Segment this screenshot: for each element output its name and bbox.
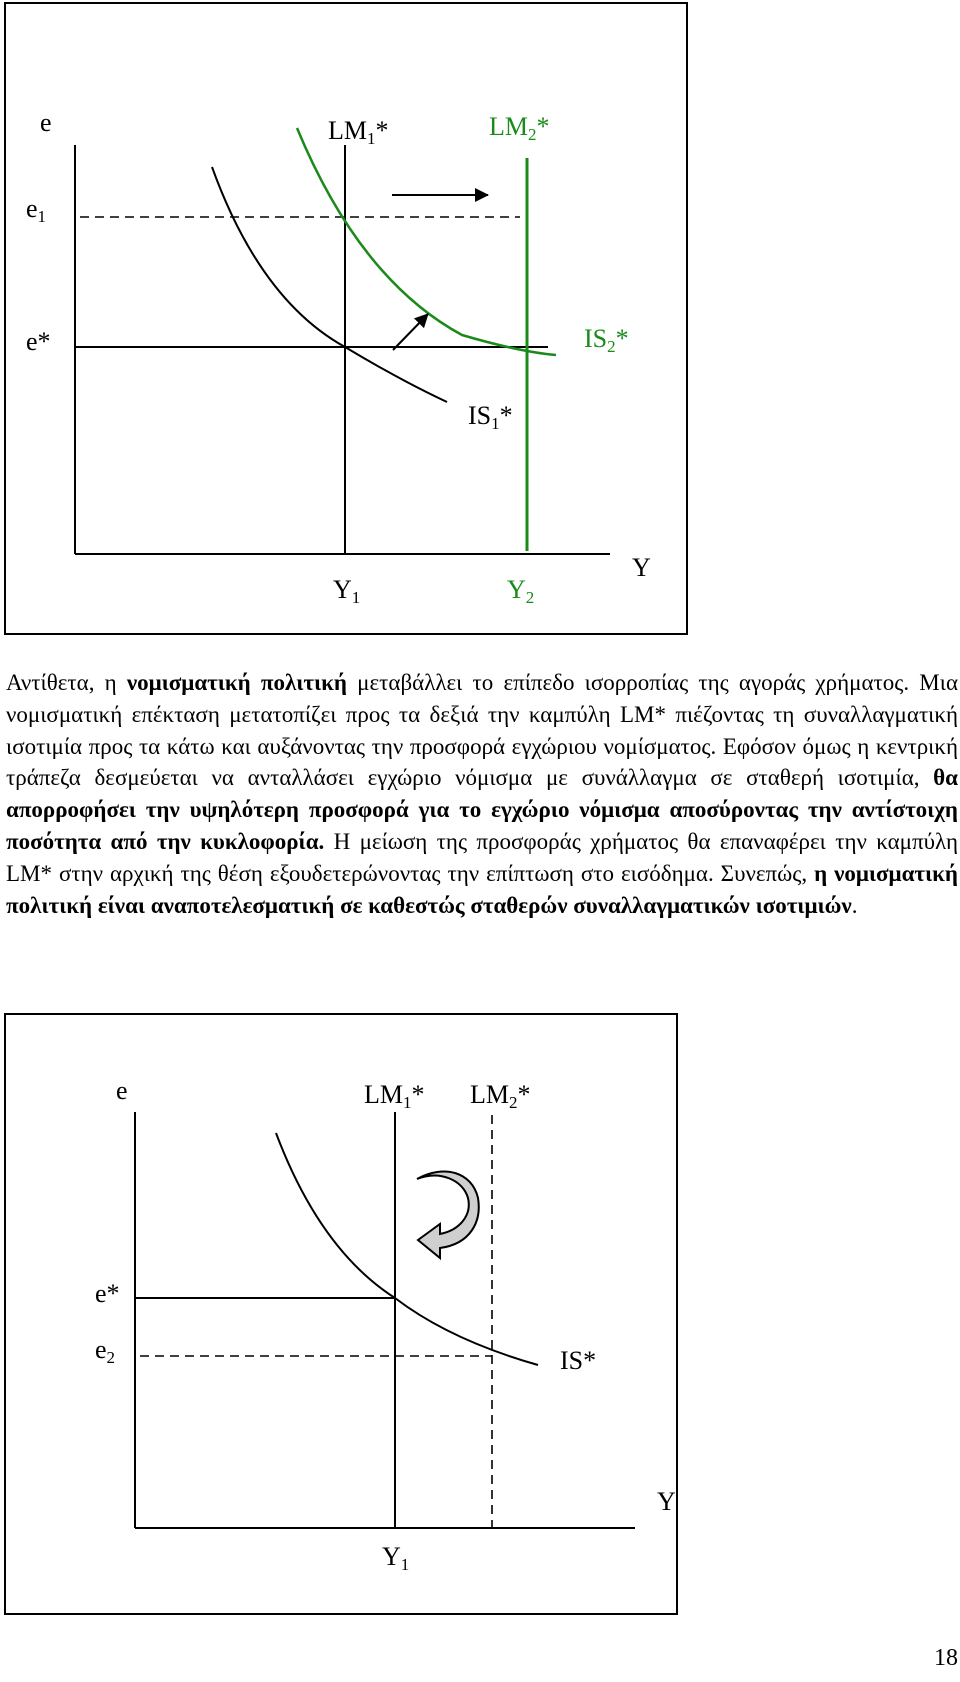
paragraph-text-4: . [851, 892, 858, 918]
figure-1-y2-label: Y2 [507, 575, 535, 607]
figure-1-y-axis-label: e [40, 108, 52, 137]
figure-1-y1-label: Y1 [333, 575, 361, 607]
page-number: 18 [934, 1645, 958, 1671]
figure-2-is-label: IS* [560, 1346, 597, 1375]
body-paragraph [6, 667, 958, 921]
paragraph-text-3: Η μείωση της προσφοράς χρήματος θα επαναφέρει την καμπύλη LM* στην αρχική της θέση εξουδετερώνοντας την επίπτωση στο εισόδημα. Συνεπώς, [6, 828, 958, 886]
figure-2-y1-label: Y1 [382, 1542, 410, 1574]
figure-2-y-axis-label: e [116, 1076, 128, 1105]
figure-1-is2-label: IS2* [584, 324, 629, 356]
figure-1-is2-curve [297, 128, 556, 355]
figure-1-is1-label: IS1* [468, 401, 513, 433]
figure-1-x-axis-label: Y [632, 553, 651, 582]
paragraph-bold-3: η νομισματική πολιτική είναι αναποτελεσματική σε καθεστώς σταθερών συναλλαγματικών ισοτιμιών [6, 860, 958, 918]
figure-1-estar-label: e* [26, 327, 51, 356]
figure-1-lm2-label: LM2* [489, 112, 550, 144]
figure-1-shift-arrow-up [393, 314, 428, 350]
paragraph-text-1: Αντίθετα, η [6, 670, 127, 695]
figure-2-return-arrow-icon [417, 1171, 479, 1258]
figure-1-lm1-label: LM1* [328, 116, 389, 148]
paragraph-text-2: μεταβάλλει το επίπεδο ισορροπίας της αγοράς χρήματος. Μια νομισματική επέκταση μετατοπίζει προς τα δεξιά την καμπύλη LM* πιέζοντας τη συναλλαγματική ισοτιμία προς τα κάτω και αυξάνοντας την προσφορά εγχώριου νομίσματος. Εφόσον όμως η κεντρική τράπεζα δεσμεύεται να ανταλλάσει εγχώριο νόμισμα με συνάλλαγμα σε σταθερή ισοτιμία, [6, 670, 958, 791]
figure-1-e1-label: e1 [26, 194, 47, 226]
figure-1 [5, 3, 687, 634]
figure-2 [5, 1014, 677, 1614]
paragraph-bold-1: νομισματική πολιτική [126, 670, 347, 695]
figure-2-x-axis-label: Y [657, 1487, 676, 1516]
figure-2-frame [5, 1014, 677, 1614]
figure-2-e2-label: e2 [95, 1335, 116, 1367]
figure-2-is-curve [276, 1133, 538, 1365]
figure-2-lm1-label: LM1* [364, 1080, 425, 1112]
figure-2-estar-label: e* [95, 1279, 120, 1308]
figure-2-lm2-label: LM2* [470, 1080, 531, 1112]
figure-1-is1-curve [212, 167, 447, 402]
paragraph-bold-2: θα απορροφήσει την υψηλότερη προσφορά για το εγχώριο νόμισμα αποσύροντας την αντίστοιχη ποσότητα από την κυκλοφορία. [6, 765, 958, 854]
